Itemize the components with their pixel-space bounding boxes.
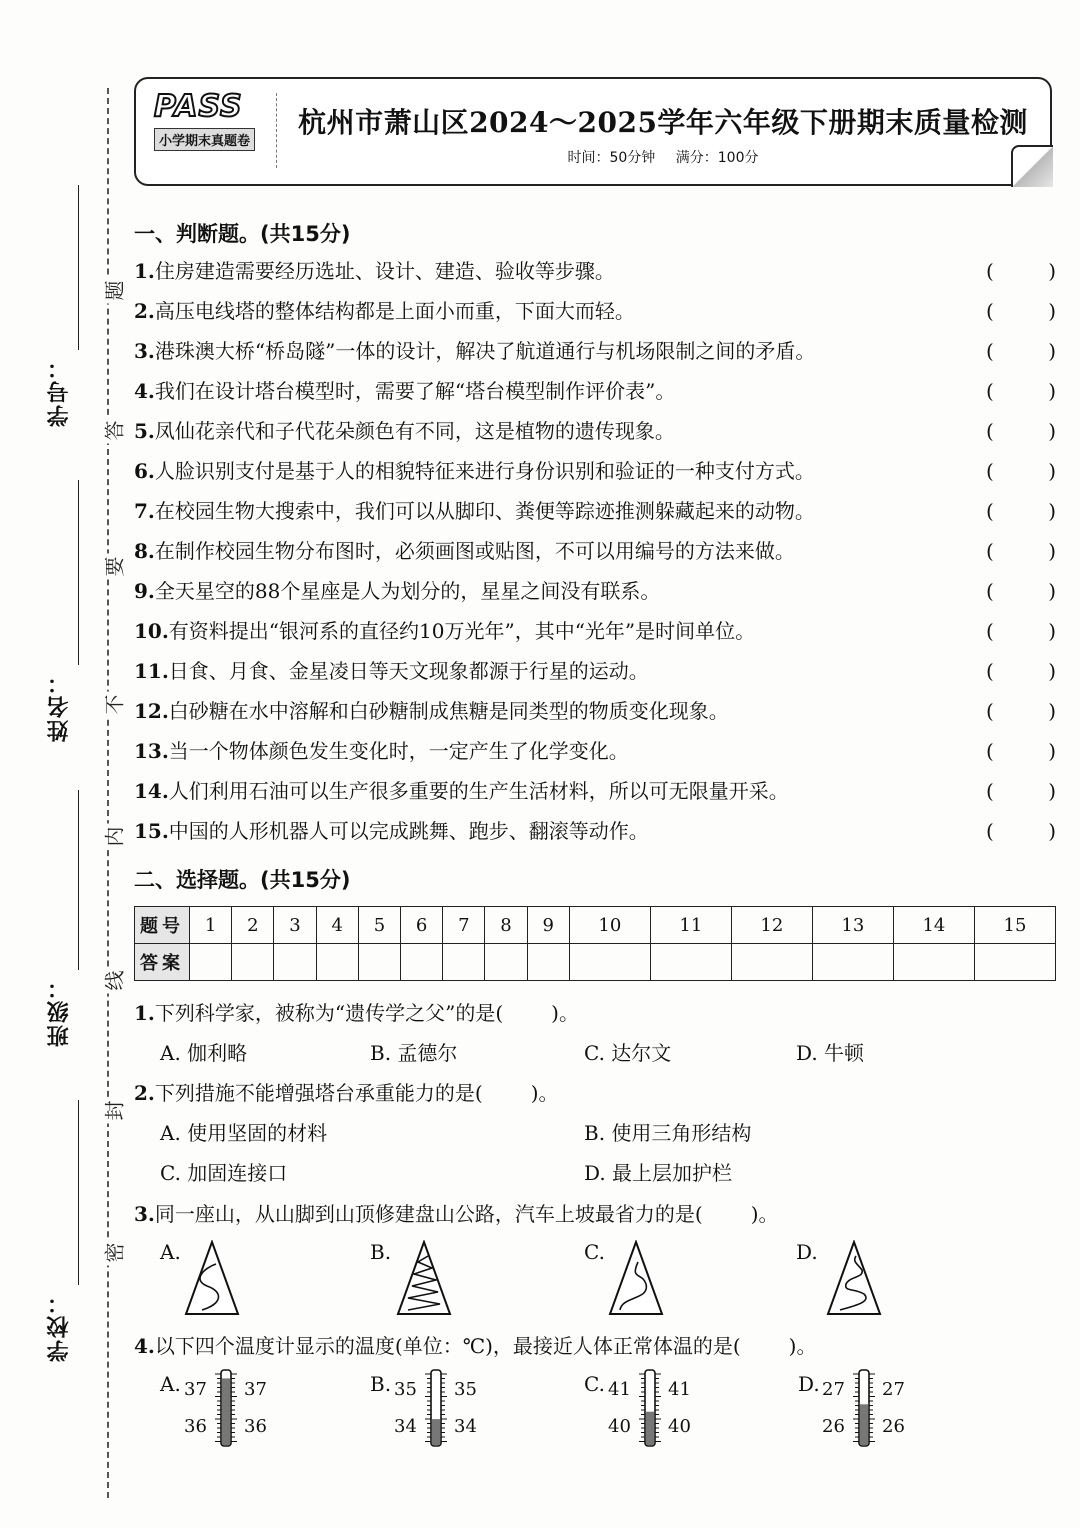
paren-close: ) [1048, 659, 1056, 683]
header-banner [134, 77, 1052, 186]
option-a[interactable]: A. 使用坚固的材料 [160, 1121, 328, 1145]
tf-answer-parens[interactable] [986, 735, 1056, 767]
tf-item [134, 295, 1058, 335]
exam-time: 时间：50分钟 [567, 150, 656, 166]
thermometer-icon[interactable] [638, 1368, 662, 1448]
table-answer-cell[interactable] [812, 944, 893, 981]
thermometer-scale-label: 35 [454, 1379, 477, 1400]
question-stem: 下列科学家，被称为“遗传学之父”的是( [154, 1001, 504, 1025]
question-stem-end: )。 [750, 1202, 779, 1226]
paren-open: ( [986, 499, 994, 523]
paren-open: ( [986, 299, 994, 323]
paren-close: ) [1048, 299, 1056, 323]
tf-item-number: 8. [134, 539, 155, 563]
choice-question [134, 997, 579, 1026]
tf-item-number: 1. [134, 259, 155, 283]
name-line[interactable] [78, 480, 79, 665]
seal-char: 线 [99, 968, 128, 994]
tf-item-text: 我们在设计塔台模型时，需要了解“塔台模型制作评价表”。 [154, 379, 676, 403]
seal-char: 密 [99, 1240, 128, 1266]
table-number-cell: 8 [485, 907, 527, 944]
tf-answer-parens[interactable] [986, 255, 1056, 287]
paren-close: ) [1048, 739, 1056, 763]
tf-item [134, 535, 1058, 575]
paren-close: ) [1048, 459, 1056, 483]
choice-question [134, 1077, 559, 1106]
tf-item-number: 9. [134, 579, 155, 603]
tf-item [134, 415, 1058, 455]
tf-item-number: 5. [134, 419, 155, 443]
thermometer-scale-label: 40 [608, 1416, 631, 1437]
tf-item-text: 日食、月食、金星凌日等天文现象都源于行星的运动。 [168, 659, 649, 683]
page-title: 杭州市萧山区2024～2025学年六年级下册期末质量检测 [298, 106, 1028, 139]
option-d[interactable]: D. 最上层加护栏 [584, 1161, 733, 1185]
tf-item [134, 655, 1058, 695]
tf-item-number: 12. [134, 699, 169, 723]
table-number-cell: 15 [974, 907, 1055, 944]
table-answer-cell[interactable] [569, 944, 650, 981]
option-a[interactable]: A. [160, 1240, 181, 1264]
class-line[interactable] [78, 790, 79, 970]
table-number-cell: 5 [358, 907, 400, 944]
tf-item-text: 高压电线塔的整体结构都是上面小而重，下面大而轻。 [154, 299, 635, 323]
choice-question [134, 1330, 816, 1359]
thermometer-scale-label: 34 [454, 1416, 477, 1437]
thermometer-scale-label: 37 [244, 1379, 267, 1400]
tf-answer-parens[interactable] [986, 415, 1056, 447]
paren-open: ( [986, 699, 994, 723]
pass-logo [154, 89, 264, 151]
table-answer-cell[interactable] [358, 944, 400, 981]
section2-title: 二、选择题。(共15分) [134, 868, 351, 892]
thermometer-scale-label: 34 [394, 1416, 417, 1437]
paren-open: ( [986, 619, 994, 643]
paren-open: ( [986, 419, 994, 443]
table-number-cell: 7 [443, 907, 485, 944]
mountain-road-b-icon[interactable] [394, 1240, 454, 1316]
school-label: 学校： [47, 1290, 72, 1362]
mountain-road-a-icon[interactable] [182, 1240, 242, 1316]
seal-char: 内 [99, 824, 128, 850]
paren-close: ) [1048, 339, 1056, 363]
paren-close: ) [1048, 259, 1056, 283]
table-number-cell: 6 [401, 907, 443, 944]
tf-answer-parens[interactable] [986, 295, 1056, 327]
tf-item [134, 695, 1058, 735]
tf-item [134, 495, 1058, 535]
choice-question [134, 1198, 779, 1227]
school-line[interactable] [78, 1100, 79, 1285]
name-label: 姓名： [47, 670, 72, 742]
tf-item-number: 3. [134, 339, 155, 363]
tf-answer-parens[interactable] [986, 375, 1056, 407]
tf-item-number: 2. [134, 299, 155, 323]
table-number-cell: 14 [893, 907, 974, 944]
tf-item-number: 7. [134, 499, 155, 523]
question-number: 3. [134, 1202, 155, 1226]
thermometer-scale-label: 26 [882, 1416, 905, 1437]
table-answer-cell[interactable] [316, 944, 358, 981]
true-false-list [134, 255, 1058, 855]
option-b[interactable]: B. [370, 1240, 392, 1264]
question-stem-end: )。 [788, 1334, 817, 1358]
paren-open: ( [986, 579, 994, 603]
table-number-cell: 13 [812, 907, 893, 944]
logo-text: PASS [154, 89, 243, 124]
question-number: 1. [134, 1001, 155, 1025]
thermometer-icon[interactable] [852, 1368, 876, 1448]
seal-char: 答 [99, 418, 128, 444]
tf-item-text: 凤仙花亲代和子代花朵颜色有不同，这是植物的遗传现象。 [154, 419, 675, 443]
tf-answer-parens[interactable] [986, 535, 1056, 567]
table-header-number: 题号 [135, 907, 190, 944]
option-d[interactable]: D. [798, 1372, 820, 1396]
table-number-cell: 10 [569, 907, 650, 944]
table-answer-cell[interactable] [232, 944, 274, 981]
paren-close: ) [1048, 619, 1056, 643]
tf-item-text: 当一个物体颜色发生变化时，一定产生了化学变化。 [168, 739, 629, 763]
student-id-label: 学号： [47, 355, 72, 427]
tf-answer-parens[interactable] [986, 455, 1056, 487]
table-number-cell: 11 [650, 907, 731, 944]
tf-item [134, 775, 1058, 815]
option-b[interactable]: B. [370, 1372, 392, 1396]
paren-close: ) [1048, 539, 1056, 563]
paren-open: ( [986, 779, 994, 803]
paren-close: ) [1048, 579, 1056, 603]
table-answer-cell[interactable] [731, 944, 812, 981]
thermometer-scale-label: 27 [822, 1379, 845, 1400]
table-answer-cell[interactable] [650, 944, 731, 981]
paren-close: ) [1048, 699, 1056, 723]
paren-close: ) [1048, 379, 1056, 403]
tf-item-text: 住房建造需要经历选址、设计、建造、验收等步骤。 [154, 259, 615, 283]
thermometer-scale-label: 35 [394, 1379, 417, 1400]
thermometer-scale-label: 40 [668, 1416, 691, 1437]
paren-close: ) [1048, 499, 1056, 523]
tf-answer-parens[interactable] [986, 335, 1056, 367]
table-number-cell: 4 [316, 907, 358, 944]
tf-item-text: 在制作校园生物分布图时，必须画图或贴图，不可以用编号的方法来做。 [154, 539, 795, 563]
option-b[interactable]: B. 使用三角形结构 [584, 1121, 752, 1145]
thermometer-scale-label: 37 [184, 1379, 207, 1400]
question-stem: 以下四个温度计显示的温度(单位：℃)，最接近人体正常体温的是( [154, 1334, 741, 1358]
table-number-cell: 3 [274, 907, 316, 944]
thermometer-scale-label: 36 [184, 1416, 207, 1437]
mountain-road-c-icon[interactable] [606, 1240, 666, 1316]
tf-item-text: 港珠澳大桥“桥岛隧”一体的设计，解决了航道通行与机场限制之间的矛盾。 [154, 339, 816, 363]
option-a[interactable]: A. 伽利略 [160, 1041, 248, 1065]
tf-item-number: 15. [134, 819, 169, 843]
tf-item-number: 14. [134, 779, 169, 803]
tf-item-number: 11. [134, 659, 169, 683]
thermometer-scale-label: 36 [244, 1416, 267, 1437]
paren-open: ( [986, 819, 994, 843]
paren-open: ( [986, 739, 994, 763]
tf-item-number: 4. [134, 379, 155, 403]
table-answer-cell[interactable] [190, 944, 232, 981]
tf-answer-parens[interactable] [986, 695, 1056, 727]
page-curl [1011, 145, 1053, 187]
option-c[interactable]: C. [584, 1372, 605, 1396]
option-c[interactable]: C. 加固连接口 [160, 1161, 288, 1185]
table-answer-cell[interactable] [485, 944, 527, 981]
thermometer-icon[interactable] [214, 1368, 238, 1448]
tf-item [134, 335, 1058, 375]
paren-open: ( [986, 379, 994, 403]
paren-open: ( [986, 459, 994, 483]
paren-open: ( [986, 259, 994, 283]
tf-item-text: 全天星空的88个星座是人为划分的，星星之间没有联系。 [154, 579, 661, 603]
tf-item [134, 815, 1058, 855]
class-label: 班级： [47, 975, 72, 1047]
tf-item-text: 中国的人形机器人可以完成跳舞、跑步、翻滚等动作。 [168, 819, 649, 843]
option-c[interactable]: C. [584, 1240, 605, 1264]
table-answer-cell[interactable] [893, 944, 974, 981]
seal-char: 封 [99, 1098, 128, 1124]
option-b[interactable]: B. 孟德尔 [370, 1041, 458, 1065]
answer-table-answer-row [135, 944, 1056, 981]
table-number-cell: 2 [232, 907, 274, 944]
table-answer-cell[interactable] [527, 944, 569, 981]
mountain-road-d-icon[interactable] [824, 1240, 884, 1316]
tf-answer-parens[interactable] [986, 575, 1056, 607]
seal-char: 要 [99, 554, 128, 580]
paren-close: ) [1048, 419, 1056, 443]
paren-close: ) [1048, 779, 1056, 803]
logo-subtitle: 小学期末真题卷 [154, 128, 255, 151]
thermometer-scale-label: 27 [882, 1379, 905, 1400]
table-number-cell: 12 [731, 907, 812, 944]
tf-item [134, 255, 1058, 295]
tf-item [134, 735, 1058, 775]
exam-score: 满分：100分 [675, 150, 759, 166]
tf-item-text: 白砂糖在水中溶解和白砂糖制成焦糖是同类型的物质变化现象。 [168, 699, 729, 723]
tf-item-text: 有资料提出“银河系的直径约10万光年”，其中“光年”是时间单位。 [168, 619, 756, 643]
answer-table [134, 906, 1056, 981]
tf-item-number: 10. [134, 619, 169, 643]
tf-item [134, 575, 1058, 615]
tf-item [134, 455, 1058, 495]
paren-open: ( [986, 339, 994, 363]
table-answer-cell[interactable] [401, 944, 443, 981]
table-answer-cell[interactable] [974, 944, 1055, 981]
option-c[interactable]: C. 达尔文 [584, 1041, 672, 1065]
table-answer-cell[interactable] [443, 944, 485, 981]
thermometer-scale-label: 26 [822, 1416, 845, 1437]
section1-title: 一、判断题。(共15分) [134, 222, 351, 246]
question-number: 2. [134, 1081, 155, 1105]
question-stem: 同一座山，从山脚到山顶修建盘山公路，汽车上坡最省力的是( [154, 1202, 703, 1226]
table-answer-cell[interactable] [274, 944, 316, 981]
question-stem: 下列措施不能增强塔台承重能力的是( [154, 1081, 483, 1105]
table-header-answer: 答案 [135, 944, 190, 981]
option-d[interactable]: D. [796, 1240, 818, 1264]
tf-item-number: 13. [134, 739, 169, 763]
tf-answer-parens[interactable] [986, 655, 1056, 687]
banner-divider [276, 93, 277, 168]
table-number-cell: 1 [190, 907, 232, 944]
tf-answer-parens[interactable] [986, 615, 1056, 647]
table-number-cell: 9 [527, 907, 569, 944]
paren-close: ) [1048, 819, 1056, 843]
tf-item-text: 人脸识别支付是基于人的相貌特征来进行身份识别和验证的一种支付方式。 [154, 459, 815, 483]
tf-item-number: 6. [134, 459, 155, 483]
option-d[interactable]: D. 牛顿 [796, 1041, 865, 1065]
paren-open: ( [986, 539, 994, 563]
tf-answer-parens[interactable] [986, 495, 1056, 527]
thermometer-scale-label: 41 [608, 1379, 631, 1400]
thermometer-icon[interactable] [424, 1368, 448, 1448]
exam-info [286, 147, 1040, 167]
tf-item [134, 375, 1058, 415]
tf-item-text: 人们利用石油可以生产很多重要的生产生活材料，所以可无限量开采。 [168, 779, 789, 803]
tf-answer-parens[interactable] [986, 815, 1056, 847]
question-stem-end: )。 [551, 1001, 579, 1025]
student-id-line[interactable] [78, 185, 79, 350]
answer-table-number-row [135, 907, 1056, 944]
seal-char: 题 [99, 278, 128, 304]
question-stem-end: )。 [530, 1081, 559, 1105]
question-number: 4. [134, 1334, 155, 1358]
seal-char: 不 [99, 692, 128, 718]
tf-item [134, 615, 1058, 655]
paren-open: ( [986, 659, 994, 683]
thermometer-scale-label: 41 [668, 1379, 691, 1400]
option-a[interactable]: A. [160, 1372, 181, 1396]
tf-item-text: 在校园生物大搜索中，我们可以从脚印、粪便等踪迹推测躲藏起来的动物。 [154, 499, 815, 523]
tf-answer-parens[interactable] [986, 775, 1056, 807]
